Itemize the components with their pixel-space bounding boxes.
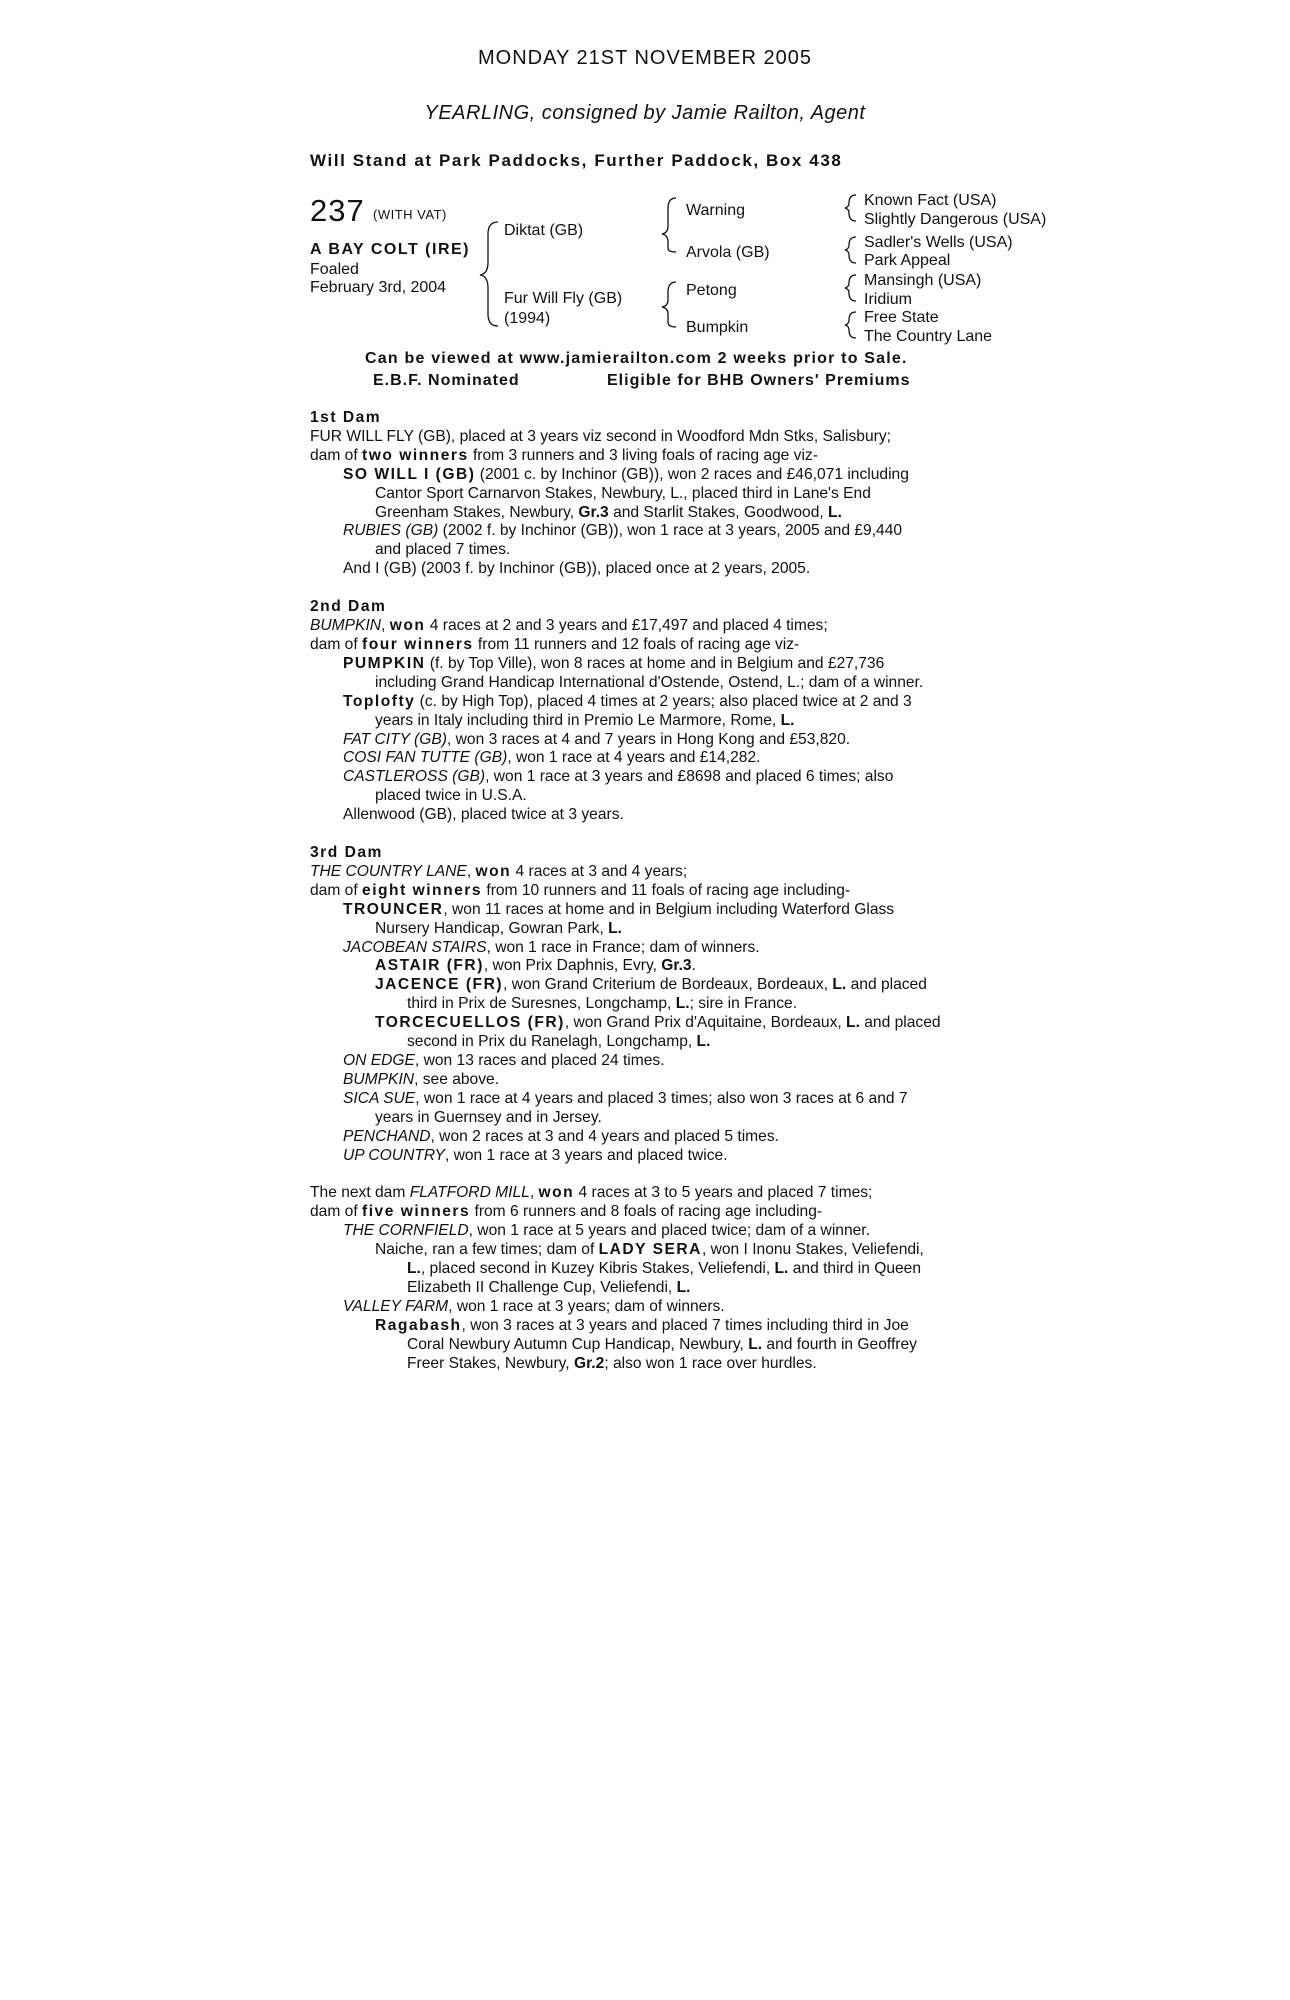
- next-dam-grandfoal-2-cont2: Freer Stakes, Newbury, Gr.2; also won 1 race over hurdles.: [407, 1354, 817, 1372]
- pedigree-dam-dam: Bumpkin: [686, 319, 749, 336]
- first-dam-line: FUR WILL FLY (GB), placed at 3 years viz second in Woodford Mdn Stks, Salisbury;: [310, 427, 891, 445]
- second-dam-foal-4: COSI FAN TUTTE (GB), won 1 race at 4 years and £14,282.: [343, 749, 761, 767]
- third-dam-foal-7: UP COUNTRY, won 1 race at 3 years and placed twice.: [343, 1146, 728, 1164]
- pedigree-braces: [0, 0, 1290, 360]
- next-dam-produce: dam of five winners from 6 runners and 8 foals of racing age including-: [310, 1203, 823, 1221]
- pedigree-g5: Mansingh (USA): [864, 272, 982, 289]
- third-dam-grandfoal-3-cont: second in Prix du Ranelagh, Longchamp, L.: [407, 1033, 711, 1051]
- brace-g56: [845, 275, 856, 301]
- pedigree-dam-year: (1994): [504, 310, 551, 327]
- pedigree-g8: The Country Lane: [864, 328, 993, 345]
- brace-g12: [845, 195, 856, 221]
- second-dam-foal-5-cont: placed twice in U.S.A.: [375, 787, 527, 805]
- third-dam-grandfoal-3: TORCECUELLOS (FR), won Grand Prix d'Aquitaine, Bordeaux, L. and placed: [375, 1014, 941, 1032]
- next-dam-foal-2: VALLEY FARM, won 1 race at 3 years; dam of winners.: [343, 1297, 725, 1315]
- foaled-date: February 3rd, 2004: [310, 279, 447, 296]
- second-dam-foal-5: CASTLEROSS (GB), won 1 race at 3 years and £8698 and placed 6 times; also: [343, 768, 894, 786]
- pedigree-g2: Slightly Dangerous (USA): [864, 211, 1047, 228]
- lot-description: A BAY COLT (IRE): [310, 241, 471, 258]
- third-dam-foal-5-cont: years in Guernsey and in Jersey.: [375, 1108, 602, 1126]
- first-dam-foal-1-cont: Cantor Sport Carnarvon Stakes, Newbury, L., placed third in Lane's End: [375, 484, 871, 502]
- pedigree-dam: Fur Will Fly (GB): [504, 290, 623, 307]
- third-dam-foal-4: BUMPKIN, see above.: [343, 1070, 500, 1088]
- third-dam-foal-2: JACOBEAN STAIRS, won 1 race in France; dam of winners.: [343, 938, 760, 956]
- next-dam-foal-1: THE CORNFIELD, won 1 race at 5 years and placed twice; dam of a winner.: [343, 1222, 870, 1240]
- next-dam-grandfoal-1: Naiche, ran a few times; dam of LADY SERA, won I Inonu Stakes, Veliefendi,: [375, 1241, 924, 1259]
- second-dam-foal-1: PUMPKIN (f. by Top Ville), won 8 races at home and in Belgium and £27,736: [343, 654, 885, 672]
- third-dam-foal-3: ON EDGE, won 13 races and placed 24 times.: [343, 1052, 665, 1069]
- pedigree-sire-sire: Warning: [686, 202, 745, 219]
- stable-location: Will Stand at Park Paddocks, Further Paddock, Box 438: [310, 151, 843, 170]
- bhb-note: Eligible for BHB Owners' Premiums: [607, 372, 911, 389]
- second-dam-produce: dam of four winners from 11 runners and 12 foals of racing age viz-: [310, 635, 800, 653]
- third-dam-grandfoal-2-cont: third in Prix de Suresnes, Longchamp, L.; sire in France.: [407, 995, 798, 1013]
- third-dam-produce: dam of eight winners from 10 runners and 11 foals of racing age including-: [310, 881, 851, 899]
- first-dam-foal-3: And I (GB) (2003 f. by Inchinor (GB)), placed once at 2 years, 2005.: [343, 560, 811, 578]
- second-dam-foal-6: Allenwood (GB), placed twice at 3 years.: [343, 806, 624, 824]
- brace-sire: [662, 198, 676, 252]
- pedigree-g7: Free State: [864, 309, 939, 326]
- next-dam-line: The next dam FLATFORD MILL, won 4 races at 3 to 5 years and placed 7 times;: [310, 1184, 873, 1202]
- vat-note: (WITH VAT): [373, 207, 447, 222]
- second-dam-foal-2-cont: years in Italy including third in Premio Le Marmore, Rome, L.: [375, 711, 795, 729]
- pedigree-notes: [310, 409, 1010, 1374]
- pedigree-sire-dam: Arvola (GB): [686, 244, 770, 261]
- second-dam-foal-1-cont: including Grand Handicap International d'Ostende, Ostend, L.; dam of a winner.: [375, 673, 924, 691]
- second-dam-line: BUMPKIN, won 4 races at 2 and 3 years and £17,497 and placed 4 times;: [310, 617, 828, 635]
- brace-g34: [845, 237, 856, 263]
- second-dam-foal-2: Toplofty (c. by High Top), placed 4 times at 2 years; also placed twice at 2 and 3: [343, 692, 912, 710]
- first-dam-foal-1: SO WILL I (GB) (2001 c. by Inchinor (GB)), won 2 races and £46,071 including: [343, 465, 909, 483]
- first-dam-heading: 1st Dam: [310, 409, 382, 426]
- foaled-label: Foaled: [310, 261, 359, 278]
- third-dam-foal-1-cont: Nursery Handicap, Gowran Park, L.: [375, 919, 622, 937]
- third-dam-foal-5: SICA SUE, won 1 race at 4 years and placed 3 times; also won 3 races at 6 and 7: [343, 1089, 908, 1107]
- pedigree-sire: Diktat (GB): [504, 222, 584, 239]
- third-dam-foal-1: TROUNCER, won 11 races at home and in Belgium including Waterford Glass: [343, 900, 895, 918]
- pedigree-g3: Sadler's Wells (USA): [864, 234, 1013, 251]
- third-dam-grandfoal-2: JACENCE (FR), won Grand Criterium de Bordeaux, Bordeaux, L. and placed: [375, 976, 927, 994]
- sale-date: MONDAY 21ST NOVEMBER 2005: [477, 47, 812, 69]
- first-dam-foal-1-cont2: Greenham Stakes, Newbury, Gr.3 and Starlit Stakes, Goodwood, L.: [375, 503, 842, 521]
- second-dam-heading: 2nd Dam: [310, 598, 387, 616]
- ebf-note: E.B.F. Nominated: [373, 372, 520, 389]
- next-dam-grandfoal-1-cont: L., placed second in Kuzey Kibris Stakes, Veliefendi, L. and third in Queen: [407, 1260, 922, 1278]
- third-dam-foal-6: PENCHAND, won 2 races at 3 and 4 years and placed 5 times.: [343, 1127, 779, 1145]
- third-dam-grandfoal-1: ASTAIR (FR), won Prix Daphnis, Evry, Gr.3.: [375, 957, 696, 975]
- first-dam-foal-2-cont: and placed 7 times.: [375, 541, 511, 559]
- third-dam-heading: 3rd Dam: [310, 844, 383, 862]
- pedigree-g1: Known Fact (USA): [864, 192, 997, 209]
- brace-dam: [662, 282, 676, 327]
- brace-main: [480, 222, 498, 326]
- first-dam-produce: dam of two winners from 3 runners and 3 living foals of racing age viz-: [310, 446, 818, 464]
- lot-number: 237: [310, 193, 365, 228]
- third-dam-line: THE COUNTRY LANE, won 4 races at 3 and 4 years;: [310, 862, 688, 880]
- brace-g78: [845, 312, 856, 338]
- second-dam-foal-3: FAT CITY (GB), won 3 races at 4 and 7 years in Hong Kong and £53,820.: [343, 730, 851, 748]
- pedigree-dam-sire: Petong: [686, 282, 737, 299]
- first-dam-foal-2: RUBIES (GB) (2002 f. by Inchinor (GB)), won 1 race at 3 years, 2005 and £9,440: [343, 522, 903, 540]
- next-dam-grandfoal-1-cont2: Elizabeth II Challenge Cup, Veliefendi, L.: [407, 1278, 691, 1296]
- next-dam-grandfoal-2: Ragabash, won 3 races at 3 years and placed 7 times including third in Joe: [375, 1316, 909, 1334]
- pedigree-g6: Iridium: [864, 291, 913, 308]
- viewing-note: Can be viewed at www.jamierailton.com 2 weeks prior to Sale.: [365, 350, 908, 367]
- next-dam-grandfoal-2-cont: Coral Newbury Autumn Cup Handicap, Newbury, L. and fourth in Geoffrey: [407, 1335, 917, 1353]
- consignment-line: YEARLING, consigned by Jamie Railton, Agent: [424, 102, 866, 124]
- pedigree-g4: Park Appeal: [864, 252, 951, 269]
